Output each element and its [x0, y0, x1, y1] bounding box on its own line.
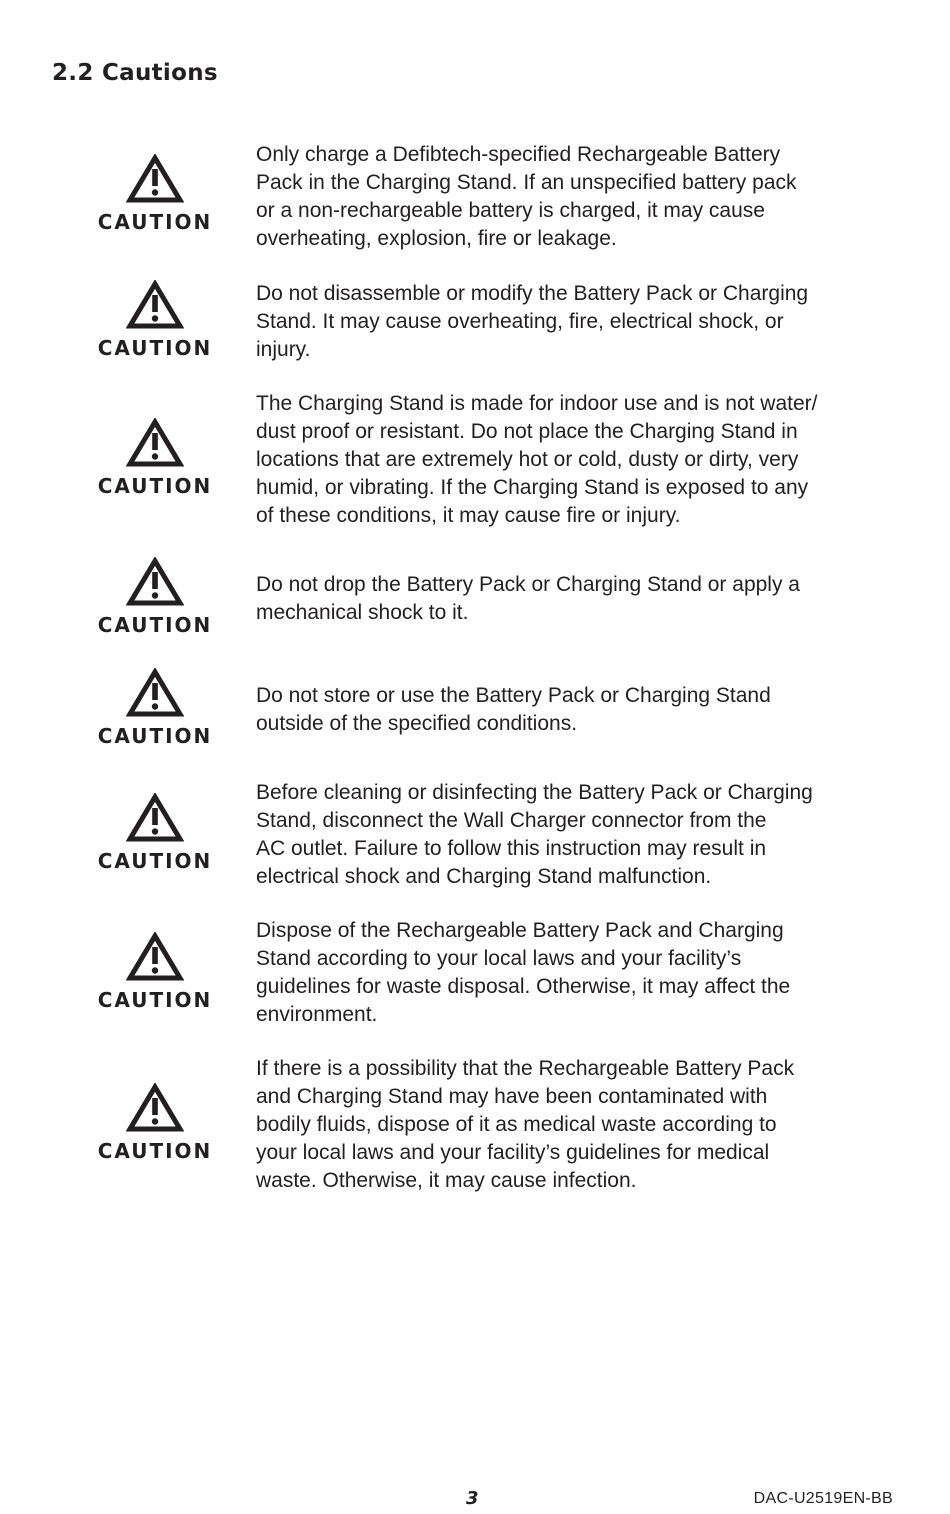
warning-triangle-icon [126, 154, 184, 204]
caution-text: Only charge a Defibtech-specified Rechargeable Battery Pack in the Charging Stand. If an unspecified battery pack or a non-rechargeable battery is charged, it may cause overheating, explosion, fire or leakage. [256, 143, 797, 250]
caution-label: CAUTION [97, 1139, 213, 1163]
caution-symbol [80, 793, 230, 873]
caution-label: CAUTION [97, 474, 213, 498]
warning-triangle-icon [126, 668, 184, 718]
caution-symbol [80, 668, 230, 748]
caution-label: CAUTION [97, 724, 213, 748]
caution-text: Dispose of the Rechargeable Battery Pack and Charging Stand according to your local laws and your facility’s guidelines for waste disposal. Otherwise, it may affect the environment. [256, 919, 791, 1026]
caution-label: CAUTION [97, 336, 213, 360]
caution-symbol [80, 1083, 230, 1163]
caution-symbol [80, 280, 230, 360]
caution-label: CAUTION [97, 613, 213, 637]
warning-triangle-icon [126, 280, 184, 330]
caution-symbol [80, 557, 230, 637]
warning-triangle-icon [126, 1083, 184, 1133]
warning-triangle-icon [126, 557, 184, 607]
warning-triangle-icon [126, 418, 184, 468]
caution-label: CAUTION [97, 210, 213, 234]
caution-text: Do not disassemble or modify the Battery Pack or Charging Stand. It may cause overheating, fire, electrical shock, or injury. [256, 282, 809, 361]
caution-text: Before cleaning or disinfecting the Battery Pack or Charging Stand, disconnect the Wall Charger connector from the AC outlet. Failure to follow this instruction may result in electrical shock and Charging Stand malfunction. [256, 781, 813, 888]
caution-label: CAUTION [97, 988, 213, 1012]
document-code: DAC-U2519EN-BB [753, 1490, 893, 1507]
warning-triangle-icon [126, 793, 184, 843]
caution-symbol [80, 154, 230, 234]
warning-triangle-icon [126, 932, 184, 982]
caution-text: The Charging Stand is made for indoor use and is not water/ dust proof or resistant. Do not place the Charging Stand in locations that are extremely hot or cold, dusty or dirty, very humid, or vibrating. If the Charging Stand is exposed to any of these conditions, it may cause fire or injury. [256, 392, 818, 527]
page-number: 3 [466, 1488, 479, 1509]
caution-text: Do not drop the Battery Pack or Charging Stand or apply a mechanical shock to it. [256, 573, 800, 624]
caution-label: CAUTION [97, 849, 213, 873]
caution-symbol [80, 418, 230, 498]
caution-text: If there is a possibility that the Rechargeable Battery Pack and Charging Stand may have been contaminated with bodily fluids, dispose of it as medical waste according to your local laws and your facility’s guidelines for medical waste. Otherwise, it may cause infection. [256, 1057, 795, 1192]
caution-text: Do not store or use the Battery Pack or Charging Stand outside of the specified conditions. [256, 684, 771, 735]
caution-symbol [80, 932, 230, 1012]
section-title: 2.2 Cautions [52, 60, 218, 86]
